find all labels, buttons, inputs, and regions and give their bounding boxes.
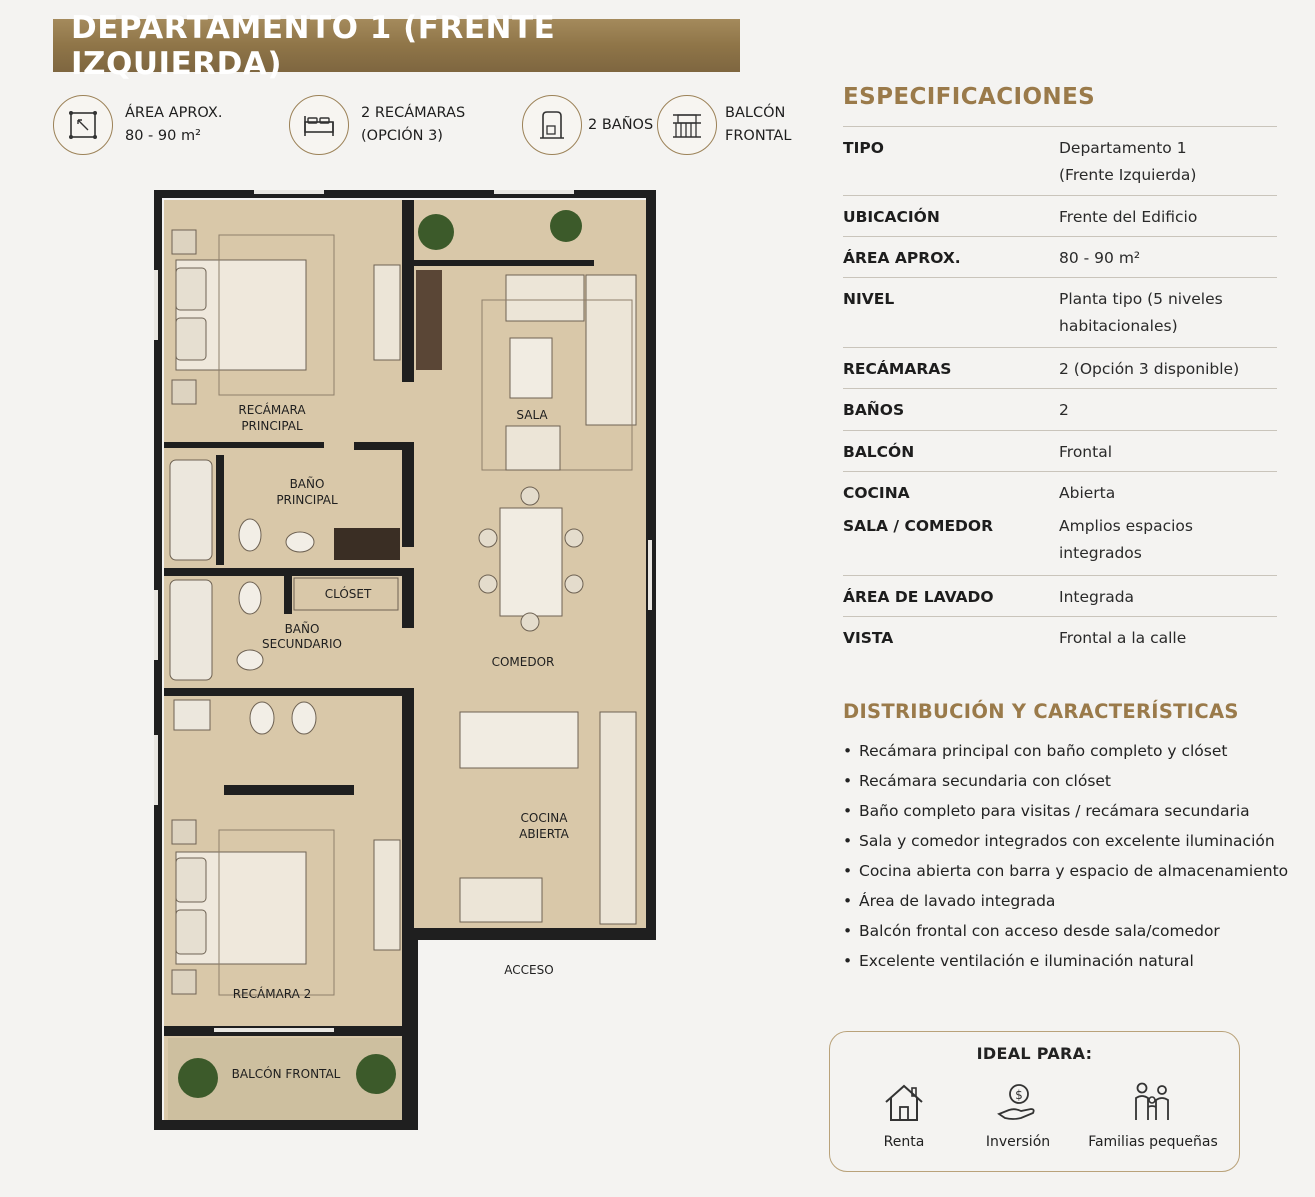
room-label: BALCÓN FRONTAL	[231, 1067, 341, 1081]
spec-row	[843, 509, 1277, 575]
room-label: PRINCIPAL	[276, 493, 338, 507]
feature-bathrooms	[522, 95, 653, 155]
room-label: BAÑO	[289, 477, 325, 491]
spec-row	[843, 471, 1277, 509]
spec-value: habitacionales)	[1059, 317, 1178, 335]
spec-row	[843, 616, 1277, 657]
room-label: SALA	[516, 408, 548, 422]
balcony-icon	[657, 95, 717, 155]
spec-value: integrados	[1059, 544, 1142, 562]
list-item: • Baño completo para visitas / recámara secundaria	[843, 796, 1288, 826]
spec-row	[843, 126, 1277, 195]
feature-area	[53, 95, 222, 155]
room-label: COMEDOR	[491, 655, 555, 669]
ideal-label: Inversión	[985, 1134, 1051, 1150]
spec-row	[843, 195, 1277, 236]
list-item: • Área de lavado integrada	[843, 886, 1288, 916]
svg-text:$: $	[1015, 1088, 1023, 1102]
spec-row	[843, 277, 1277, 347]
list-item: • Cocina abierta con barra y espacio de almacenamiento	[843, 856, 1288, 886]
ideal-label: Familias pequeñas	[1088, 1134, 1218, 1150]
spec-value: Frontal a la calle	[1059, 629, 1187, 647]
list-item: • Balcón frontal con acceso desde sala/comedor	[843, 916, 1288, 946]
house-icon	[882, 1080, 926, 1124]
feature-value: 80 - 90 m²	[125, 128, 201, 144]
area-icon	[53, 95, 113, 155]
spec-key: ÁREA APROX.	[843, 249, 961, 267]
spec-value: Integrada	[1059, 588, 1135, 606]
bathroom-icon	[522, 95, 582, 155]
feature-value: FRONTAL	[725, 128, 792, 144]
spec-value: Abierta	[1059, 484, 1116, 502]
room-label: CLÓSET	[324, 587, 372, 601]
spec-row	[843, 347, 1277, 388]
room-label: PRINCIPAL	[241, 419, 303, 433]
spec-value: Frontal	[1059, 443, 1113, 461]
room-label: RECÁMARA 2	[232, 987, 312, 1001]
feature-label: ÁREA APROX.	[125, 105, 223, 121]
spec-value: Planta tipo (5 niveles	[1059, 290, 1223, 308]
room-label: COCINA	[520, 811, 568, 825]
investment-hand-icon	[995, 1080, 1041, 1124]
spec-key: ÁREA DE LAVADO	[843, 588, 994, 606]
spec-value: (Frente Izquierda)	[1059, 166, 1197, 184]
spec-key: UBICACIÓN	[843, 208, 940, 226]
spec-row	[843, 575, 1277, 616]
ideal-title: IDEAL PARA:	[976, 1044, 1093, 1063]
spec-row	[843, 430, 1277, 471]
spec-value: 2	[1059, 401, 1069, 419]
ideal-item	[1088, 1080, 1218, 1150]
spec-value: 2 (Opción 3 disponible)	[1059, 360, 1240, 378]
room-label: ACCESO	[504, 963, 554, 977]
spec-value: Amplios espacios	[1059, 517, 1193, 535]
spec-value: Frente del Edificio	[1059, 208, 1198, 226]
room-label: RECÁMARA	[238, 403, 306, 417]
room-label: ABIERTA	[519, 827, 569, 841]
spec-row	[843, 236, 1277, 277]
feature-label: BALCÓN	[725, 105, 786, 121]
floor-plan	[154, 190, 656, 1130]
spec-row	[843, 388, 1277, 430]
spec-key: RECÁMARAS	[843, 360, 952, 378]
specs-title: ESPECIFICACIONES	[843, 84, 1096, 110]
spec-key: SALA / COMEDOR	[843, 517, 994, 535]
family-icon	[1128, 1080, 1178, 1124]
ideal-item	[978, 1080, 1058, 1150]
spec-key: BALCÓN	[843, 443, 915, 461]
ideal-label: Renta	[883, 1134, 925, 1150]
ideal-for-box	[829, 1031, 1240, 1172]
spec-key: VISTA	[843, 629, 894, 647]
ideal-item	[874, 1080, 934, 1150]
spec-key: COCINA	[843, 484, 910, 502]
feature-label: 2 RECÁMARAS	[361, 105, 466, 121]
spec-key: TIPO	[843, 139, 884, 157]
list-item: • Sala y comedor integrados con excelente iluminación	[843, 826, 1288, 856]
feature-bedrooms	[289, 95, 465, 155]
feature-label: 2 BAÑOS	[588, 116, 654, 133]
distribution-title: DISTRIBUCIÓN Y CARACTERÍSTICAS	[843, 700, 1239, 723]
feature-value: (OPCIÓN 3)	[361, 128, 443, 144]
feature-balcony	[657, 95, 791, 155]
list-item: • Recámara secundaria con clóset	[843, 766, 1288, 796]
spec-key: BAÑOS	[843, 401, 905, 419]
spec-value: Departamento 1	[1059, 139, 1187, 157]
list-item: • Recámara principal con baño completo y clóset	[843, 736, 1288, 766]
page-title: DEPARTAMENTO 1 (FRENTE IZQUIERDA)	[53, 19, 740, 72]
distribution-list	[843, 736, 1288, 976]
list-item: • Excelente ventilación e iluminación natural	[843, 946, 1288, 976]
bed-icon	[289, 95, 349, 155]
spec-value: 80 - 90 m²	[1059, 249, 1141, 267]
room-label: BAÑO	[284, 622, 320, 636]
room-label: SECUNDARIO	[262, 637, 342, 651]
spec-key: NIVEL	[843, 290, 895, 308]
specs-table	[843, 126, 1277, 657]
